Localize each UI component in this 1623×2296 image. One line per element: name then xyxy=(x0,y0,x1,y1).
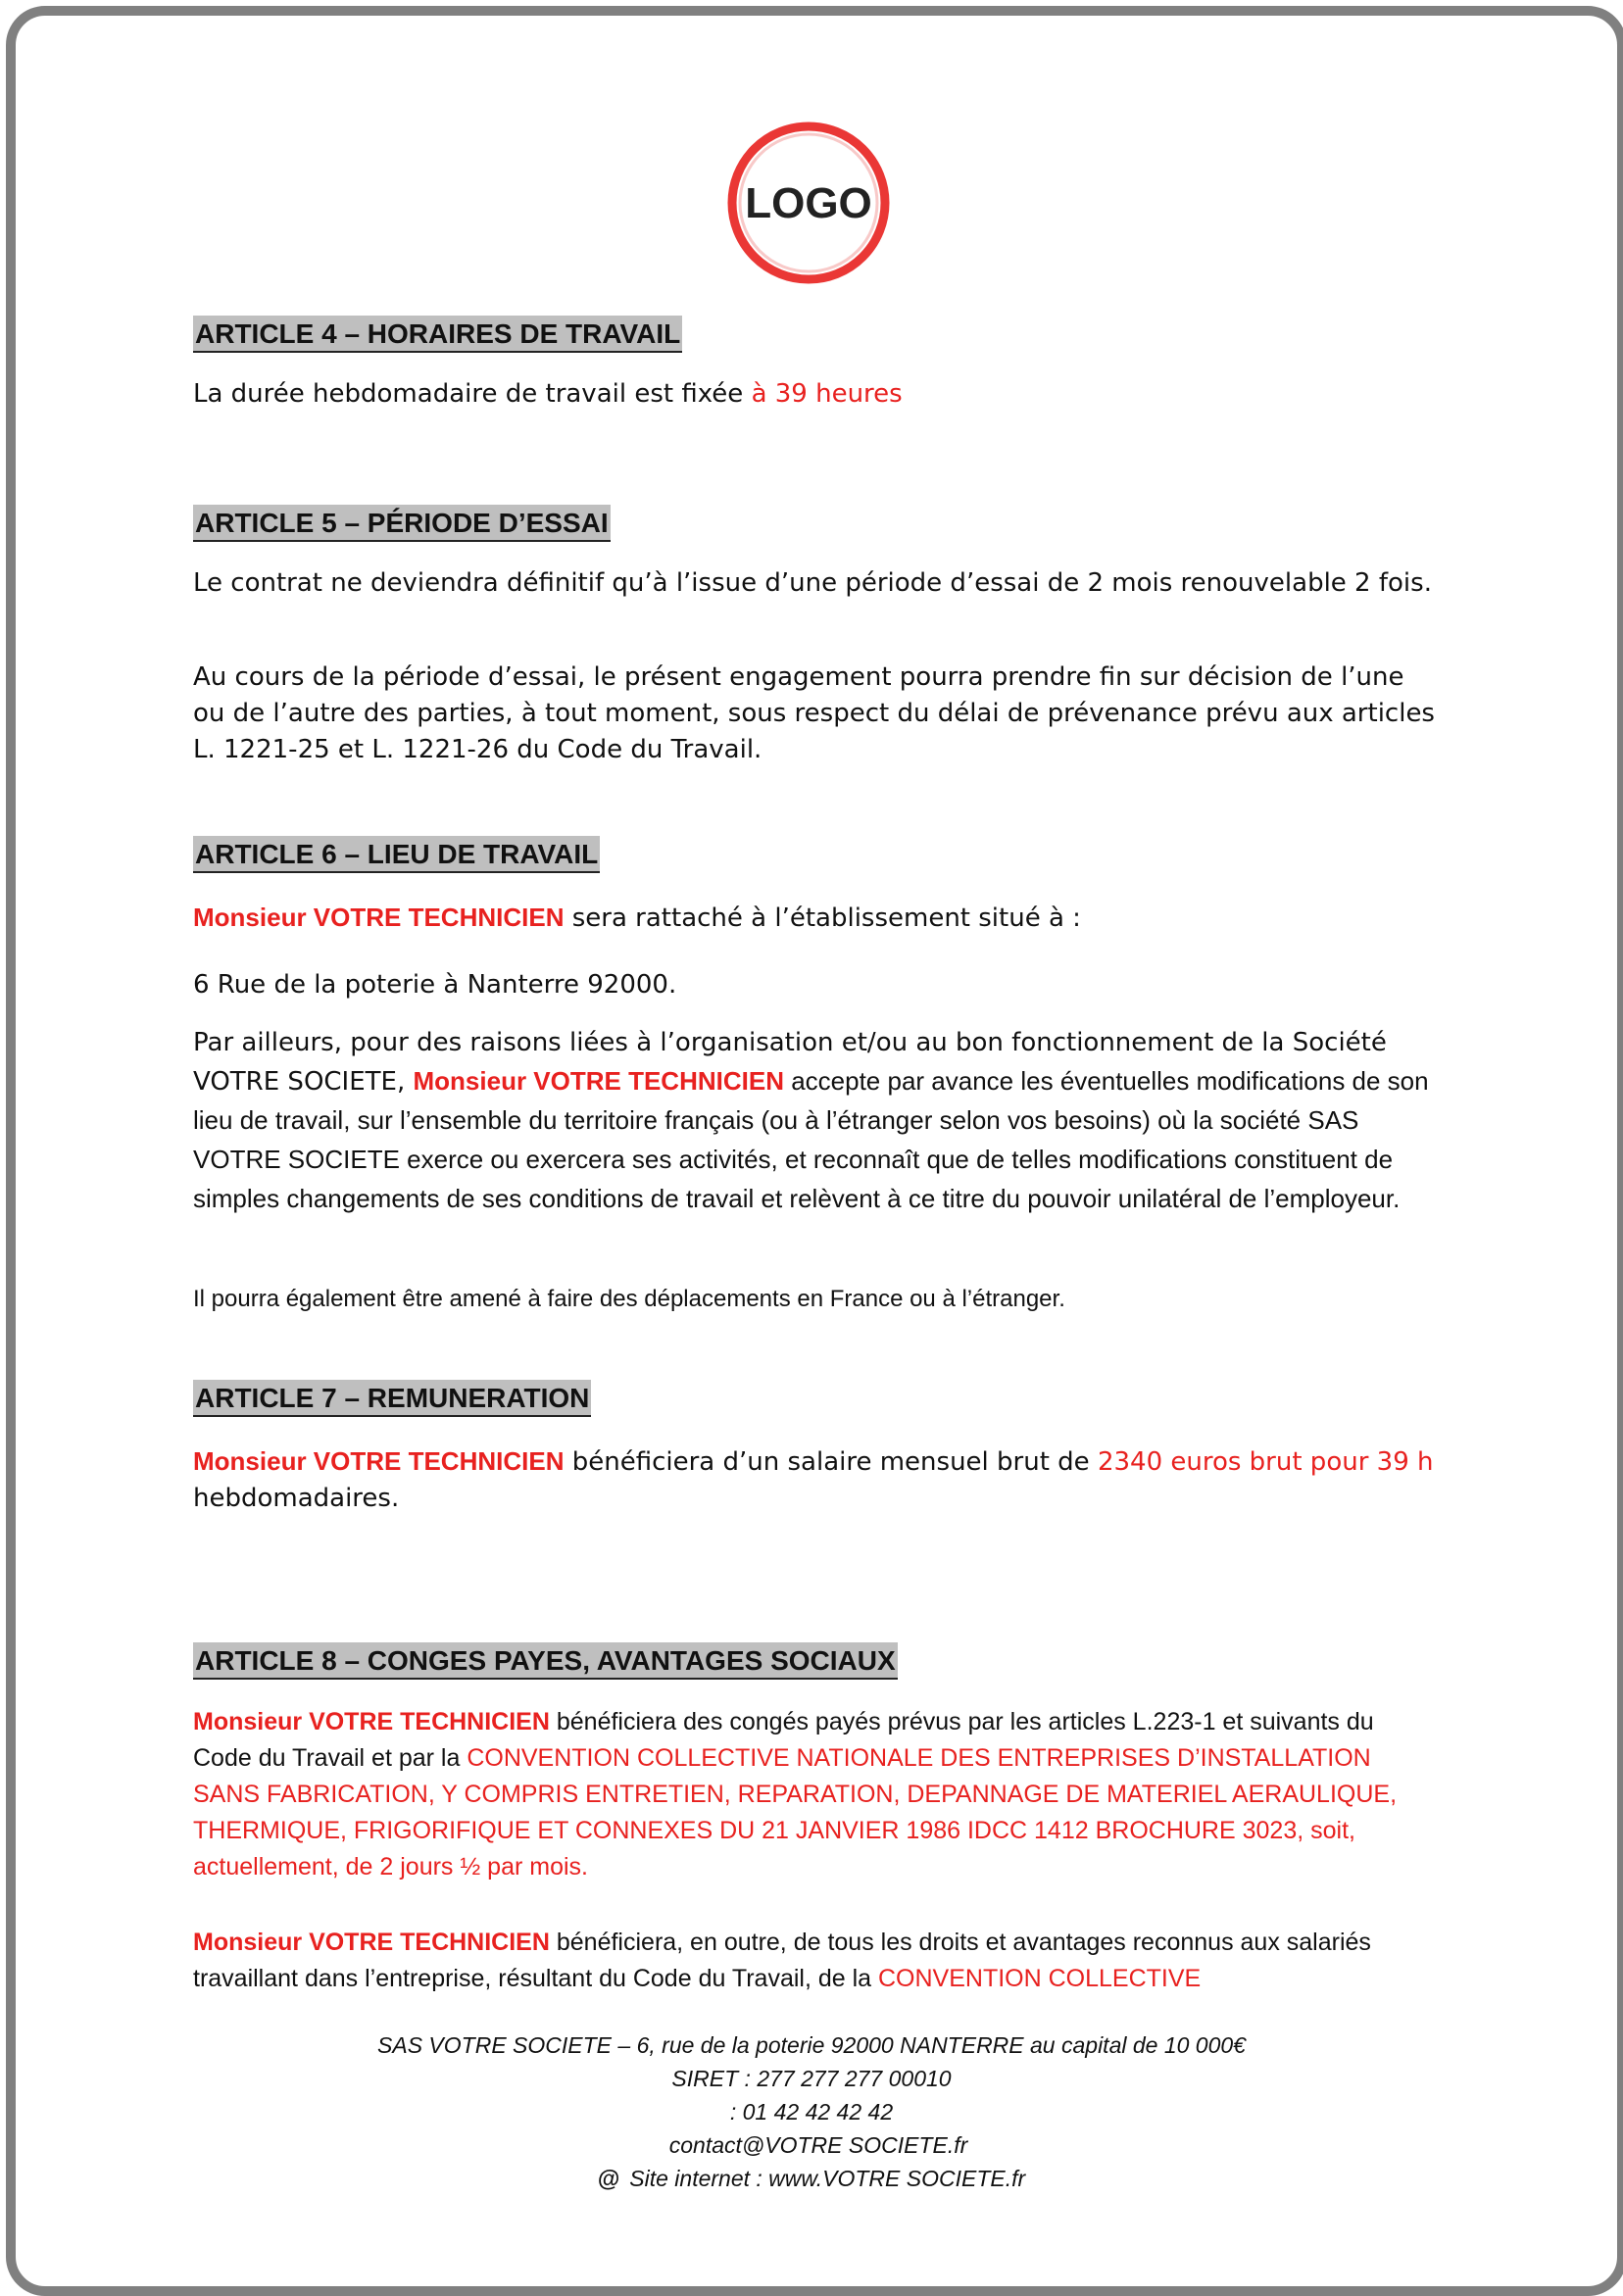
article-5-paragraph-1: Le contrat ne deviendra définitif qu’à l’issue d’une période d’essai de 2 mois renouvelable 2 fois. xyxy=(193,568,1432,598)
workplace-address: 6 Rue de la poterie à Nanterre 92000. xyxy=(193,970,677,1000)
collective-agreement: CONVENTION COLLECTIVE NATIONALE DES ENTREPRISES D’INSTALLATION SANS FABRICATION, Y COMPRIS ENTRETIEN, REPARATION, DEPANNAGE DE MATERIEL AERAULIQUE, THERMIQUE, FRIGORIFIQUE ET CONNEXES DU 21 JANVIER 1986 IDCC 1412 BROCHURE 3023, soit, actuellement, de 2 jours ½ par mois. xyxy=(193,1744,1398,1881)
footer-phone: : 01 42 42 42 42 xyxy=(729,2099,894,2125)
article-8-paragraph-2: Monsieur VOTRE TECHNICIEN bénéficiera, en outre, de tous les droits et avantages reconnus aux salariés travaillant dans l’entreprise, résultant du Code du Travail, de la CONVENTION COLLECTIVE xyxy=(193,1929,1371,1992)
salary-amount: 2340 euros brut pour 39 h xyxy=(1097,1447,1434,1477)
article-8-heading: ARTICLE 8 – CONGES PAYES, AVANTAGES SOCIAUX xyxy=(193,1642,898,1680)
work-hours-value: à 39 heures xyxy=(751,379,903,409)
work-hours-text: La durée hebdomadaire de travail est fixée xyxy=(193,379,752,409)
page-footer xyxy=(0,2028,1623,2195)
article-7-paragraph: Monsieur VOTRE TECHNICIEN bénéficiera d’un salaire mensuel brut de 2340 euros brut pour 39 h hebdomadaires. xyxy=(193,1446,1434,1513)
logo-text: LOGO xyxy=(745,179,872,227)
article-4-heading: ARTICLE 4 – HORAIRES DE TRAVAIL xyxy=(193,316,682,353)
footer-email: contact@VOTRE SOCIETE.fr xyxy=(668,2132,968,2158)
footer-website: Site internet : www.VOTRE SOCIETE.fr xyxy=(629,2166,1026,2191)
employee-name: Monsieur VOTRE TECHNICIEN xyxy=(193,1708,550,1735)
article-5-heading: ARTICLE 5 – PÉRIODE D’ESSAI xyxy=(193,505,611,542)
employee-name: Monsieur VOTRE TECHNICIEN xyxy=(193,903,565,932)
article-7-heading: ARTICLE 7 – REMUNERATION xyxy=(193,1380,591,1417)
at-icon: @ xyxy=(597,2166,620,2191)
article-6-heading: ARTICLE 6 – LIEU DE TRAVAIL xyxy=(193,836,600,873)
article-6-paragraph-1: Monsieur VOTRE TECHNICIEN sera rattaché à l’établissement situé à : xyxy=(193,903,1081,933)
footer-website-line xyxy=(0,2162,1623,2195)
footer-siret: SIRET : 277 277 277 00010 xyxy=(671,2066,952,2091)
employee-name: Monsieur VOTRE TECHNICIEN xyxy=(193,1446,565,1476)
footer-company-line: SAS VOTRE SOCIETE – 6, rue de la poterie 92000 NANTERRE au capital de 10 000€ xyxy=(377,2032,1246,2058)
article-8-paragraph-1: Monsieur VOTRE TECHNICIEN bénéficiera des congés payés prévus par les articles L.223-1 et suivants du Code du Travail et par la CONVENTION COLLECTIVE NATIONALE DES ENTREPRISES D’INSTALLATION SANS FABRICATION, Y COMPRIS ENTRETIEN, REPARATION, DEPANNAGE DE MATERIEL AERAULIQUE, THERMIQUE, FRIGORIFIQUE ET CONNEXES DU 21 JANVIER 1986 IDCC 1412 BROCHURE 3023, soit, actuellement, de 2 jours ½ par mois. xyxy=(193,1708,1398,1881)
article-6-paragraph-3: Par ailleurs, pour des raisons liées à l’organisation et/ou au bon fonctionnement de la Société VOTRE SOCIETE, Monsieur VOTRE TECHNICIEN accepte par avance les éventuelles modifications de son lieu de travail, sur l’ensemble du territoire français (ou à l’étranger selon vos besoins) où la société SAS VOTRE SOCIETE exerce ou exercera ses activités, et reconnaît que de telles modifications constituent de simples changements de ses conditions de travail et relèvent à ce titre du pouvoir unilatéral de l’employeur. xyxy=(193,1028,1429,1213)
employee-name: Monsieur VOTRE TECHNICIEN xyxy=(413,1066,784,1096)
footer-email-line xyxy=(0,2128,1623,2162)
article-4-paragraph xyxy=(193,376,1438,413)
employee-name: Monsieur VOTRE TECHNICIEN xyxy=(193,1929,550,1956)
company-logo xyxy=(725,120,892,286)
collective-agreement: CONVENTION COLLECTIVE xyxy=(878,1965,1202,1992)
article-6-paragraph-4: Il pourra également être amené à faire des déplacements en France ou à l’étranger. xyxy=(193,1286,1065,1312)
article-5-paragraph-2: Au cours de la période d’essai, le présent engagement pourra prendre fin sur décision de l’une ou de l’autre des parties, à tout moment, sous respect du délai de prévenance prévu aux articles L. 1221-25 et L. 1221-26 du Code du Travail. xyxy=(193,662,1435,764)
